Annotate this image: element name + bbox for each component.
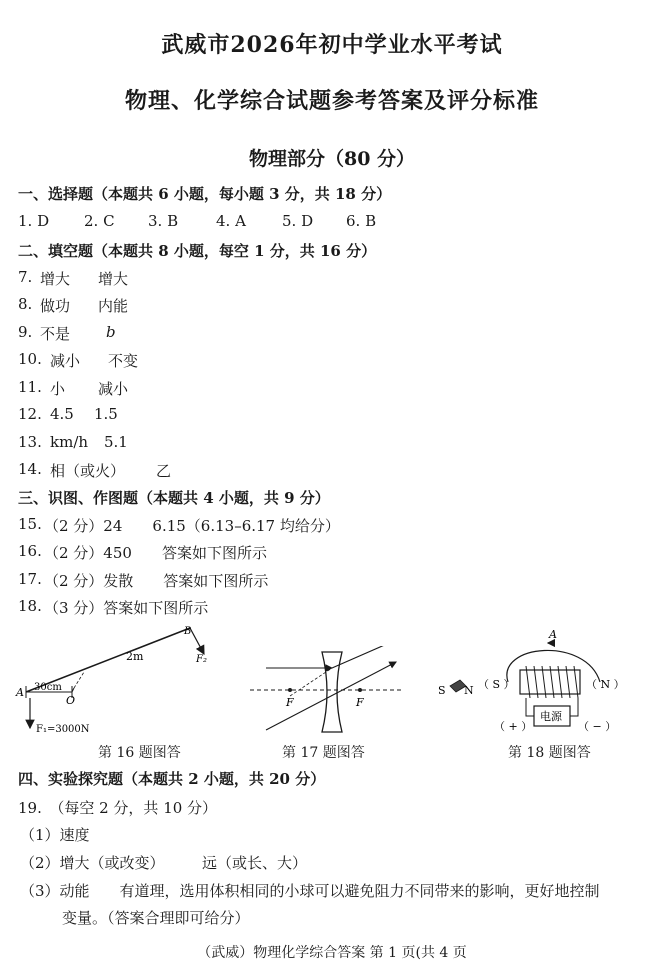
answer-3: 3. B bbox=[148, 212, 179, 230]
label-f-left: F bbox=[286, 696, 294, 709]
fill-answer-a: km/h bbox=[50, 433, 89, 451]
answer-2: 2. C bbox=[84, 212, 115, 230]
q19-part3-cont: 变量。（答案合理即可给分） bbox=[62, 909, 250, 927]
q19-part3: （3）动能 有道理，选用体积相同的小球可以避免阻力不同带来的影响，更好地控制 bbox=[20, 882, 600, 900]
answer-6: 6. B bbox=[346, 212, 377, 230]
label-minus: （ − ） bbox=[578, 720, 617, 733]
label-a: A bbox=[549, 628, 557, 641]
figure-17-caption: 第 17 题图答 bbox=[282, 745, 365, 761]
label-n-paren: （ N ） bbox=[586, 678, 625, 691]
fill-answer-b: 不变 bbox=[108, 352, 139, 370]
figure-18-electromagnet-diagram bbox=[436, 626, 650, 738]
label-a: A bbox=[16, 686, 24, 699]
q-num: 16. bbox=[18, 542, 42, 560]
section1-heading: 一、选择题（本题共 6 小题，每小题 3 分，共 18 分） bbox=[18, 185, 392, 203]
figure-16-caption: 第 16 题图答 bbox=[98, 745, 181, 761]
fill-answer-b: 1.5 bbox=[94, 405, 118, 423]
fill-answer-a: 做功 bbox=[40, 297, 71, 315]
answer-4: 4. A bbox=[216, 212, 246, 230]
section2-heading: 二、填空题（本题共 8 小题，每空 1 分，共 16 分） bbox=[18, 242, 377, 260]
exam-subtitle: 物理、化学综合试题参考答案及评分标准 bbox=[124, 88, 539, 114]
fill-answer-a: 小 bbox=[50, 380, 66, 398]
force-f2-arrow bbox=[190, 628, 204, 654]
fill-num: 10. bbox=[18, 350, 42, 368]
fill-answer-b: b bbox=[106, 323, 116, 341]
answer-5: 5. D bbox=[282, 212, 314, 230]
fill-answer-a: 不是 bbox=[40, 325, 71, 343]
section4-heading: 四、实验探究题（本题共 2 小题，共 20 分） bbox=[18, 770, 326, 788]
q-num: 18. bbox=[18, 597, 42, 615]
label-2m: 2m bbox=[126, 650, 144, 663]
label-power: 电源 bbox=[540, 710, 562, 723]
fill-answer-a: 相（或火） bbox=[50, 462, 126, 480]
label-n: N bbox=[464, 684, 474, 697]
label-f1: F₁=3000N bbox=[36, 724, 90, 735]
page-footer: （武威）物理化学综合答案 第 1 页(共 4 页 bbox=[197, 945, 467, 961]
answer-1: 1. D bbox=[18, 212, 50, 230]
label-30cm: 30cm bbox=[34, 682, 62, 693]
fill-answer-a: 减小 bbox=[50, 352, 81, 370]
coil-windings bbox=[526, 666, 578, 698]
label-plus: （ + ） bbox=[494, 720, 533, 733]
label-b: B bbox=[184, 626, 192, 637]
part-title: 物理部分（80 分） bbox=[248, 148, 416, 170]
fill-num: 8. bbox=[18, 295, 33, 313]
fill-answer-a: 4.5 bbox=[50, 405, 74, 423]
figure-18-caption: 第 18 题图答 bbox=[508, 745, 591, 761]
label-s: S bbox=[438, 684, 446, 697]
figure-16-lever-diagram bbox=[14, 620, 224, 740]
fill-num: 9. bbox=[18, 323, 33, 341]
label-f2: F₂ bbox=[196, 654, 207, 665]
fill-num: 12. bbox=[18, 405, 42, 423]
fill-answer-b: 内能 bbox=[98, 297, 129, 315]
q-answer: （2 分）450 答案如下图所示 bbox=[44, 544, 267, 562]
q19-part1: （1）速度 bbox=[20, 826, 90, 844]
label-s-paren: （ S ） bbox=[478, 678, 515, 691]
q-answer: （2 分）24 6.15（6.13–6.17 均给分） bbox=[44, 517, 340, 535]
section3-heading: 三、识图、作图题（本题共 4 小题，共 9 分） bbox=[18, 489, 330, 507]
fill-num: 7. bbox=[18, 268, 33, 286]
q-num: 17. bbox=[18, 570, 42, 588]
label-o: O bbox=[66, 694, 76, 707]
label-f-right: F bbox=[356, 696, 364, 709]
fill-num: 11. bbox=[18, 378, 42, 396]
figure-17-lens-diagram bbox=[246, 646, 406, 738]
q-answer: （2 分）发散 答案如下图所示 bbox=[44, 572, 269, 590]
q-num: 15. bbox=[18, 515, 42, 533]
fill-answer-a: 增大 bbox=[40, 270, 71, 288]
fill-num: 14. bbox=[18, 460, 42, 478]
fill-num: 13. bbox=[18, 433, 42, 451]
fill-answer-b: 乙 bbox=[156, 462, 172, 480]
fill-answer-b: 减小 bbox=[98, 380, 129, 398]
q-answer: （3 分）答案如下图所示 bbox=[44, 599, 209, 617]
exam-title: 武威市2026年初中学业水平考试 bbox=[161, 32, 503, 58]
q19-intro: 19. （每空 2 分，共 10 分） bbox=[18, 799, 218, 817]
fill-answer-b: 增大 bbox=[98, 270, 129, 288]
fill-answer-b: 5.1 bbox=[104, 433, 128, 451]
q19-part2: （2）增大（或改变） 远（或长、大） bbox=[20, 854, 308, 872]
